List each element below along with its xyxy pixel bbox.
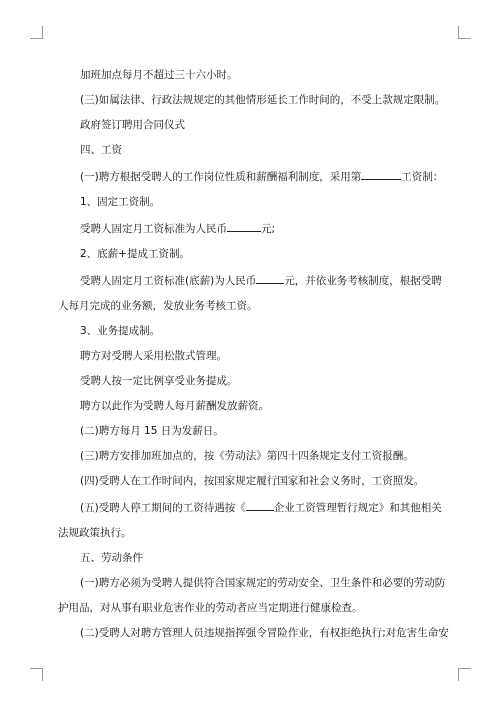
- text: (一)聘方根据受聘人的工作岗位性质和薪酬福利制度，采用第: [80, 171, 362, 183]
- text: 受聘人固定月工资标准为人民币: [80, 223, 227, 235]
- paragraph-fixed-wage: 1、固定工资制。: [80, 196, 161, 208]
- crop-mark-bottom-left: [30, 668, 43, 681]
- paragraph-fixed-wage-standard: [58, 220, 446, 237]
- crop-mark-bottom-right: [458, 668, 471, 681]
- paragraph-wage-system: [58, 168, 446, 185]
- fill-blank: [361, 168, 401, 180]
- paragraph-monthly-pay: 聘方以此作为受聘人每月薪酬发放薪资。: [80, 400, 269, 412]
- text: 企业工资管理暂行规定》和其他相关: [273, 502, 442, 514]
- paragraph-base-plus-commission: 2、底薪+提成工资制。: [80, 248, 190, 260]
- paragraph-social-duties: (四)受聘人在工作时间内，按国家规定履行国家和社会义务时，工资照发。: [80, 475, 425, 487]
- paragraph-stoppage-pay: [58, 499, 446, 516]
- document-body: [58, 68, 449, 641]
- paragraph-commission-ratio: 受聘人按一定比例享受业务提成。: [80, 375, 238, 387]
- paragraph-safety-conditions-cont: 护用品，对从事有职业危害作业的劳动者应当定期进行健康检查。: [58, 602, 363, 614]
- fill-blank: [246, 499, 274, 511]
- paragraph-refuse-risky-work: (二)受聘人对聘方管理人员违规指挥强令冒险作业，有权拒绝执行;对危害生命安: [80, 627, 449, 639]
- paragraph-commission: 3、业务提成制。: [80, 325, 161, 337]
- fill-blank: [227, 220, 261, 232]
- paragraph-overtime-pay: (三)聘方安排加班加点的，按《劳动法》第四十四条规定支付工资报酬。: [80, 450, 414, 462]
- text: 元，并依业务考核制度，根据受聘: [284, 275, 442, 287]
- text: 工资制：: [401, 171, 444, 183]
- crop-mark-top-left: [30, 26, 43, 39]
- paragraph-heading-ceremony: 政府签订聘用合同仪式: [80, 119, 185, 131]
- text: 元;: [261, 223, 276, 235]
- paragraph-base-wage-standard: [58, 272, 446, 289]
- paragraph-stoppage-pay-cont: 法规政策执行。: [58, 527, 132, 539]
- paragraph-base-wage-standard-cont: 人每月完成的业务额，发放业务考核工资。: [58, 300, 258, 312]
- section-heading-wages: 四、工资: [80, 144, 122, 156]
- paragraph-overtime-limit: 加班加点每月不超过三十六小时。: [80, 69, 238, 81]
- paragraph-clause-3: (三)如属法律、行政法规规定的其他情形延长工作时间的，不受上款规定限制。: [80, 94, 446, 106]
- paragraph-safety-conditions: (一)聘方必须为受聘人提供符合国家规定的劳动安全、卫生条件和必要的劳动防: [80, 577, 446, 589]
- section-heading-working-conditions: 五、劳动条件: [80, 552, 143, 564]
- text: (五)受聘人停工期间的工资待遇按《: [80, 502, 246, 514]
- paragraph-loose-management: 聘方对受聘人采用松散式管理。: [80, 350, 227, 362]
- crop-mark-top-right: [458, 26, 471, 39]
- fill-blank: [256, 272, 284, 284]
- text: 受聘人固定月工资标准(底薪)为人民币: [80, 275, 257, 287]
- paragraph-payday: (二)聘方每月 15 日为发薪日。: [80, 425, 224, 437]
